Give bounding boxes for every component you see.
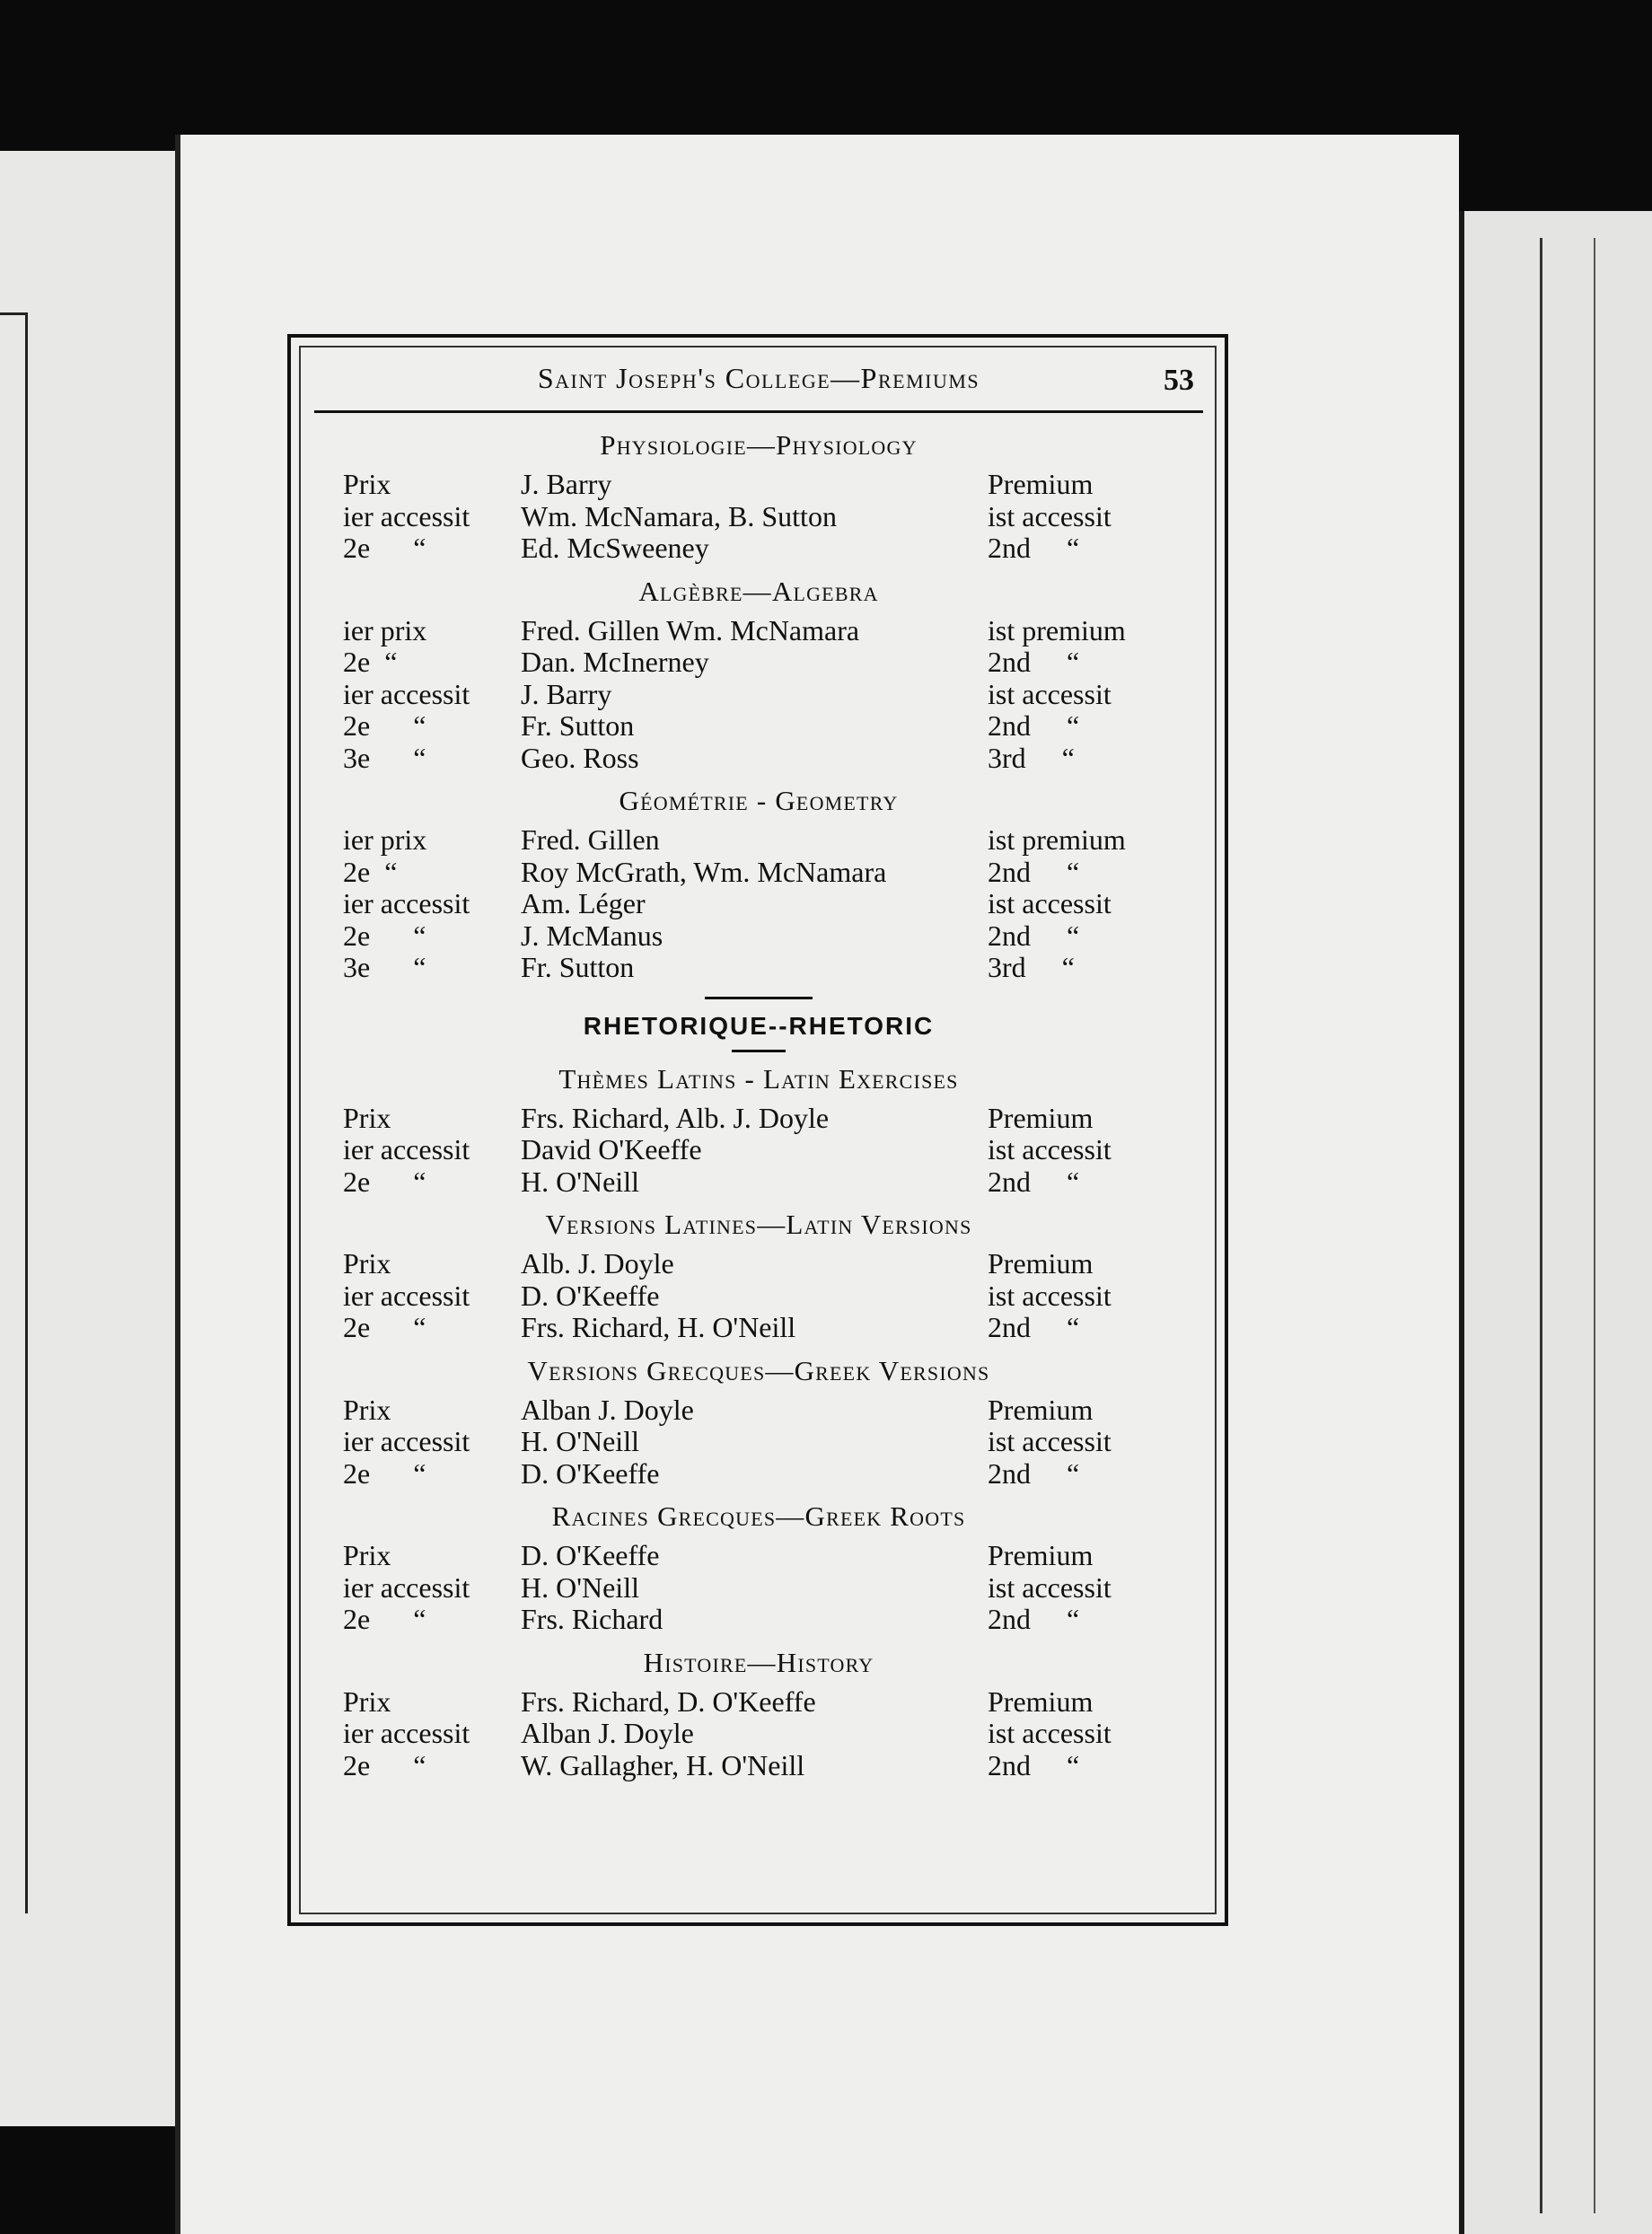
section-title: Algèbre—Algebra xyxy=(638,575,879,607)
award-rank-english: 2nd “ xyxy=(988,1456,1080,1490)
award-rank-english: 2nd “ xyxy=(988,1748,1080,1781)
award-row xyxy=(314,1604,1203,1636)
award-row xyxy=(314,1248,1203,1280)
award-rank-english: 2nd “ xyxy=(988,1603,1080,1635)
premium-section xyxy=(314,1645,1203,1782)
award-rank-french: 3e “ xyxy=(343,741,426,774)
award-rank-french: 2e “ xyxy=(343,709,426,742)
award-rank-english: Premium xyxy=(988,1101,1094,1134)
award-row xyxy=(314,469,1203,501)
recipient-names: David O'Keeffe xyxy=(521,1133,702,1165)
recipient-names: Frs. Richard, H. O'Neill xyxy=(521,1311,796,1343)
award-rank-french: 2e “ xyxy=(343,1165,426,1198)
award-rank-french: 2e “ xyxy=(343,919,426,952)
recipient-names: Ed. McSweeney xyxy=(521,532,709,564)
adjacent-right-page xyxy=(1459,211,1652,2234)
award-rank-english: ist accessit xyxy=(988,1717,1112,1749)
award-rank-english: 2nd “ xyxy=(988,919,1080,952)
right-page-rule xyxy=(1540,238,1542,2213)
award-row xyxy=(314,679,1203,711)
award-rank-french: ier accessit xyxy=(343,887,470,919)
award-rank-french: 2e “ xyxy=(343,532,426,564)
recipient-names: Roy McGrath, Wm. McNamara xyxy=(521,855,887,888)
award-row xyxy=(314,1312,1203,1344)
premium-section xyxy=(314,427,1203,565)
award-row xyxy=(314,1572,1203,1605)
award-rank-french: Prix xyxy=(343,1101,391,1134)
award-list xyxy=(314,1248,1203,1344)
award-rank-english: ist premium xyxy=(988,823,1126,856)
award-row xyxy=(314,1540,1203,1572)
award-list xyxy=(314,1686,1203,1782)
award-rank-french: ier accessit xyxy=(343,1425,470,1457)
award-row xyxy=(314,1280,1203,1313)
award-rank-french: ier accessit xyxy=(343,1279,470,1312)
award-row xyxy=(314,1750,1203,1782)
award-row xyxy=(314,1686,1203,1719)
award-row xyxy=(314,952,1203,984)
recipient-names: Fred. Gillen xyxy=(521,823,660,856)
premium-section xyxy=(314,1061,1203,1199)
recipient-names: D. O'Keeffe xyxy=(521,1456,660,1490)
section-title: Versions Grecques—Greek Versions xyxy=(527,1354,990,1386)
award-rank-english: Premium xyxy=(988,1684,1094,1718)
award-row xyxy=(314,501,1203,533)
recipient-names: Fr. Sutton xyxy=(521,709,635,742)
award-rank-french: ier prix xyxy=(343,823,427,856)
award-row xyxy=(314,857,1203,889)
award-rank-french: ier accessit xyxy=(343,499,470,532)
award-rank-french: ier accessit xyxy=(343,1570,470,1604)
award-rank-french: ier prix xyxy=(343,613,427,646)
award-row xyxy=(314,532,1203,565)
award-rank-english: ist accessit xyxy=(988,1133,1112,1165)
award-row xyxy=(314,824,1203,857)
award-rank-french: 2e “ xyxy=(343,1311,426,1343)
award-row xyxy=(314,1718,1203,1750)
award-rank-french: ier accessit xyxy=(343,1717,470,1749)
recipient-names: J. McManus xyxy=(521,919,663,952)
part-rule-top xyxy=(705,997,813,999)
award-rank-french: Prix xyxy=(343,1539,391,1571)
award-rank-english: 2nd “ xyxy=(988,1311,1080,1343)
running-header xyxy=(314,355,1203,413)
recipient-names: D. O'Keeffe xyxy=(521,1539,660,1571)
award-rank-english: 2nd “ xyxy=(988,855,1080,888)
award-rank-english: ist accessit xyxy=(988,1425,1112,1457)
award-rank-english: ist accessit xyxy=(988,677,1112,710)
part-heading xyxy=(314,997,1203,1052)
award-rank-english: ist premium xyxy=(988,613,1126,646)
award-list xyxy=(314,824,1203,984)
section-title: Thèmes Latins - Latin Exercises xyxy=(558,1062,959,1095)
award-rank-french: 2e “ xyxy=(343,1748,426,1781)
premium-sections-part2 xyxy=(314,1061,1203,1782)
recipient-names: Am. Léger xyxy=(521,887,646,919)
award-rank-french: Prix xyxy=(343,1684,391,1718)
page-gutter xyxy=(175,135,180,2234)
award-list xyxy=(314,469,1203,565)
adjacent-page-rule xyxy=(0,312,28,1913)
award-rank-english: Premium xyxy=(988,1539,1094,1571)
award-rank-french: 2e “ xyxy=(343,1456,426,1490)
premium-section xyxy=(314,1207,1203,1344)
award-rank-english: ist accessit xyxy=(988,499,1112,532)
recipient-names: Alban J. Doyle xyxy=(521,1717,694,1749)
award-rank-french: 2e “ xyxy=(343,855,398,888)
award-rank-english: 3rd “ xyxy=(988,741,1075,774)
award-rank-french: Prix xyxy=(343,1393,391,1426)
recipient-names: D. O'Keeffe xyxy=(521,1279,660,1312)
recipient-names: Wm. McNamara, B. Sutton xyxy=(521,499,837,532)
recipient-names: J. Barry xyxy=(521,677,612,710)
award-rank-french: Prix xyxy=(343,1247,391,1280)
right-page-edge xyxy=(1459,211,1464,2234)
section-title: Histoire—History xyxy=(643,1646,874,1678)
award-row xyxy=(314,1394,1203,1427)
award-rank-english: ist accessit xyxy=(988,1279,1112,1312)
premium-sections-part1 xyxy=(314,427,1203,984)
award-rank-french: ier accessit xyxy=(343,677,470,710)
adjacent-left-page xyxy=(0,151,175,2126)
part-title: RHETORIQUE--RHETORIC xyxy=(583,1011,935,1040)
award-row xyxy=(314,1166,1203,1199)
award-rank-french: 3e “ xyxy=(343,951,426,983)
award-rank-french: 2e “ xyxy=(343,646,398,678)
award-rank-english: Premium xyxy=(988,1247,1094,1280)
award-rank-english: Premium xyxy=(988,1393,1094,1426)
section-title: Physiologie—Physiology xyxy=(600,429,918,461)
recipient-names: H. O'Neill xyxy=(521,1425,639,1457)
award-rank-english: 2nd “ xyxy=(988,532,1080,564)
award-row xyxy=(314,888,1203,920)
premium-section xyxy=(314,783,1203,984)
award-row xyxy=(314,1458,1203,1491)
recipient-names: Fr. Sutton xyxy=(521,951,635,983)
right-page-rule-secondary xyxy=(1594,238,1595,2213)
recipient-names: J. Barry xyxy=(521,468,612,500)
award-row xyxy=(314,743,1203,775)
award-row xyxy=(314,920,1203,953)
recipient-names: Frs. Richard, D. O'Keeffe xyxy=(521,1684,816,1718)
award-rank-english: 3rd “ xyxy=(988,951,1075,983)
recipient-names: Frs. Richard xyxy=(521,1603,663,1635)
award-rank-english: ist accessit xyxy=(988,1570,1112,1604)
recipient-names: Alb. J. Doyle xyxy=(521,1247,674,1280)
page-number: 53 xyxy=(1164,364,1194,397)
award-row xyxy=(314,1103,1203,1135)
award-row xyxy=(314,710,1203,743)
recipient-names: Dan. McInerney xyxy=(521,646,709,678)
section-title: Versions Latines—Latin Versions xyxy=(545,1209,972,1240)
award-list xyxy=(314,1540,1203,1636)
award-row xyxy=(314,1134,1203,1166)
award-rank-english: 2nd “ xyxy=(988,709,1080,742)
award-list xyxy=(314,615,1203,775)
award-rank-english: ist accessit xyxy=(988,887,1112,919)
award-row xyxy=(314,646,1203,679)
recipient-names: Frs. Richard, Alb. J. Doyle xyxy=(521,1101,830,1134)
recipient-names: H. O'Neill xyxy=(521,1165,639,1198)
recipient-names: W. Gallagher, H. O'Neill xyxy=(521,1748,805,1781)
premium-section xyxy=(314,574,1203,775)
award-rank-french: ier accessit xyxy=(343,1133,470,1165)
recipient-names: Alban J. Doyle xyxy=(521,1393,694,1426)
award-list xyxy=(314,1394,1203,1491)
premium-section xyxy=(314,1353,1203,1491)
running-title: Saint Joseph's College—Premiums xyxy=(537,362,980,394)
premium-section xyxy=(314,1499,1203,1636)
recipient-names: Fred. Gillen Wm. McNamara xyxy=(521,613,860,646)
recipient-names: H. O'Neill xyxy=(521,1570,639,1604)
page-content xyxy=(314,355,1203,1781)
award-rank-english: 2nd “ xyxy=(988,1165,1080,1198)
award-row xyxy=(314,615,1203,647)
award-list xyxy=(314,1103,1203,1199)
award-rank-french: 2e “ xyxy=(343,1603,426,1635)
award-rank-english: 2nd “ xyxy=(988,646,1080,678)
recipient-names: Geo. Ross xyxy=(521,741,639,774)
award-rank-english: Premium xyxy=(988,468,1094,500)
award-row xyxy=(314,1426,1203,1458)
section-title: Géométrie - Geometry xyxy=(619,785,899,816)
section-title: Racines Grecques—Greek Roots xyxy=(551,1500,966,1532)
award-rank-french: Prix xyxy=(343,468,391,500)
part-rule-bottom xyxy=(732,1050,786,1052)
